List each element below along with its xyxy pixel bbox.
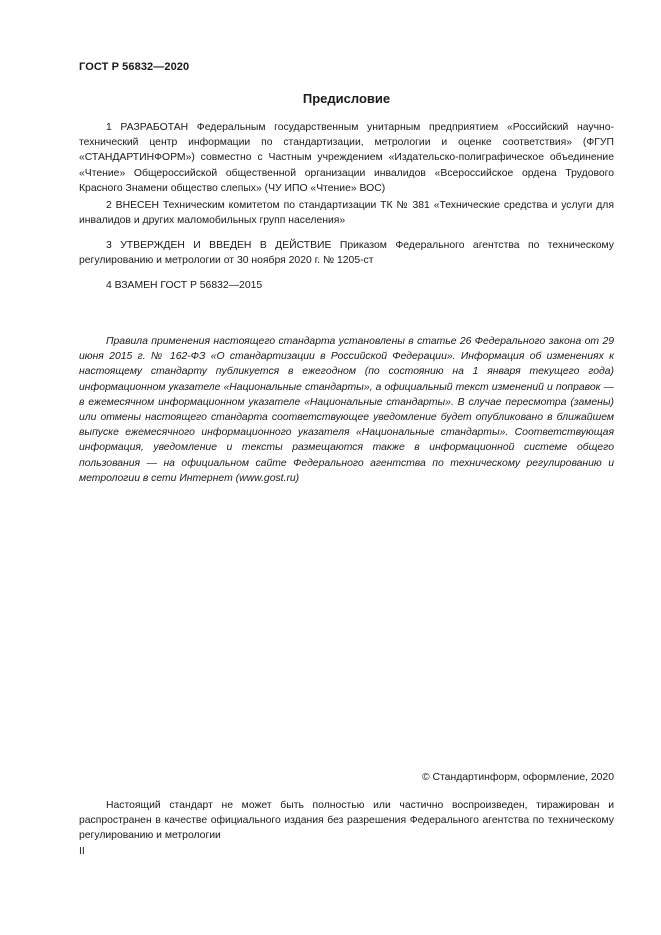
notice-text: Правила применения настоящего стандарта установлены в статье 26 Федерального закона от 29 июня 2015 г. № 162-ФЗ «О стандартизации в Российской Федерации». Информация об изменениях к настоящему стандарту публикуется в ежегодном (по состоянию на 1 января текущего года) информационном указателе «Национальные стандарты», а официальный текст изменений и поправок — в ежемесячном информационном указателе «Национальные стандарты». В случае пересмотра (замены) или отмены настоящего стандарта соответствующее уведомление будет опубликовано в ближайшем выпуске ежемесячного информационного указателя «Национальные стандарты». Соответствующая информация, уведомление и тексты размещаются также в информационной системе общего пользования — на официальном сайте Федерального агентства по техническому регулированию и метрологии в сети Интернет (www.gost.ru) bbox=[79, 336, 614, 484]
preface-item-text: 2 ВНЕСЕН Техническим комитетом по стандартизации ТК № 381 «Технические средства и услуги для инвалидов и других маломобильных групп населения» bbox=[79, 200, 614, 227]
reproduction-text: Настоящий стандарт не может быть полностью или частично воспроизведен, тиражирован и распространен в качестве официального издания без разрешения Федерального агентства по техническому регулированию и метрологии bbox=[79, 800, 614, 842]
preface-item-text: 4 ВЗАМЕН ГОСТ Р 56832—2015 bbox=[106, 280, 263, 291]
reproduction-notice bbox=[79, 798, 614, 844]
preface-item-2 bbox=[79, 198, 614, 228]
preface-item-text: 1 РАЗРАБОТАН Федеральным государственным унитарным предприятием «Российский научно-технический центр информации по стандартизации, метрологии и оценке соответствия» (ФГУП «СТАНДАРТИНФОРМ») совместно с Частным учреждением «Издательско-полиграфическое объединение «Чтение» Общероссийской общественной организации инвалидов «Всероссийское ордена Трудового Красного Знамени общество слепых» (ЧУ ИПО «Чтение» ВОС) bbox=[79, 122, 614, 194]
preface-item-1 bbox=[79, 120, 614, 196]
application-rules-notice bbox=[79, 334, 614, 486]
copyright-line: © Стандартинформ, оформление, 2020 bbox=[421, 772, 614, 783]
page-number: II bbox=[79, 846, 85, 857]
preface-item-3 bbox=[79, 238, 614, 268]
preface-item-4 bbox=[79, 278, 614, 293]
preface-item-text: 3 УТВЕРЖДЕН И ВВЕДЕН В ДЕЙСТВИЕ Приказом Федерального агентства по техническому регулированию и метрологии от 30 ноября 2020 г. № 1205-ст bbox=[79, 240, 614, 267]
document-code: ГОСТ Р 56832—2020 bbox=[79, 61, 190, 73]
page-title: Предисловие bbox=[302, 91, 391, 106]
